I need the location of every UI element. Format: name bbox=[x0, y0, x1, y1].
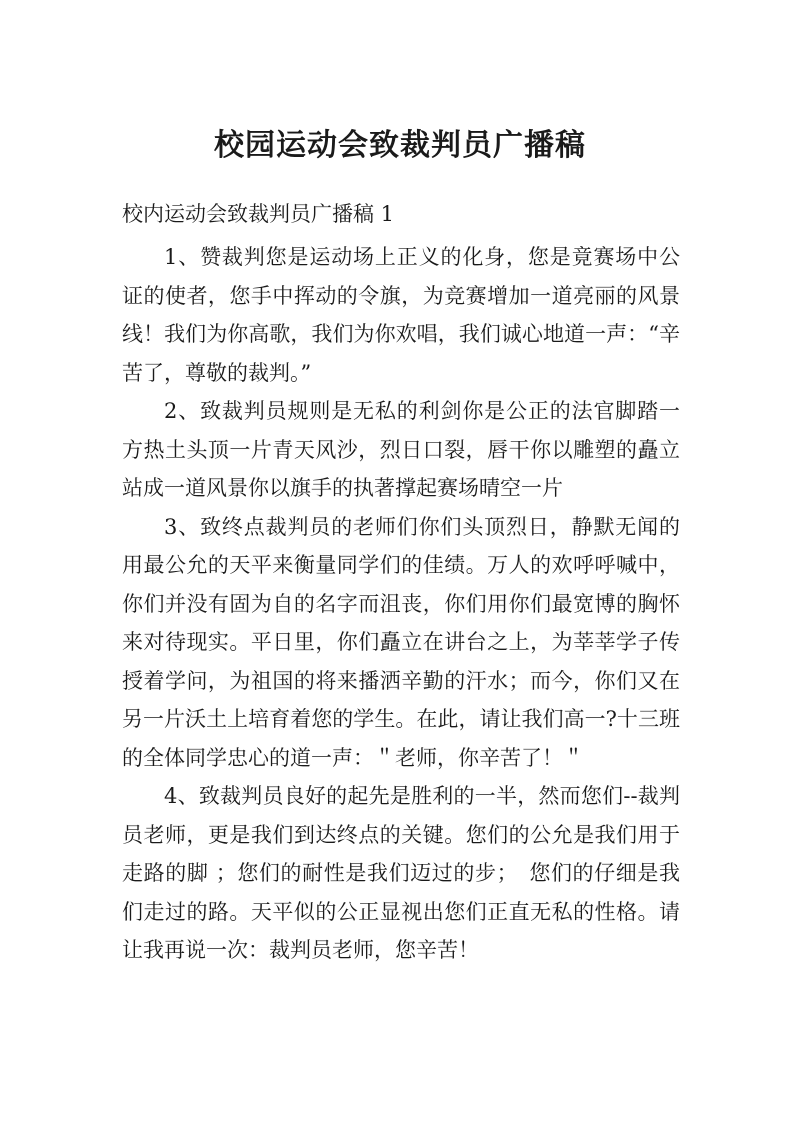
document-body bbox=[122, 238, 680, 970]
paragraph-3: 3、致终点裁判员的老师们你们头顶烈日，静默无闻的用最公允的天平来衡量同学们的佳绩。万人的欢呼呼喊中，你们并没有固为自的名字而沮丧，你们用你们最宽博的胸怀来对待现实。平日里，你们矗立在讲台之上，为莘莘学子传授着学问，为祖国的将来播洒辛勤的汗水；而今，你们又在另一片沃土上培育着您的学生。在此，请让我们高一?十三班的全体同学忠心的道一声：＂老师，你辛苦了！＂ bbox=[122, 514, 680, 770]
document-subtitle: 校内运动会致裁判员广播稿 1 bbox=[122, 202, 395, 226]
document-title: 校园运动会致裁判员广播稿 bbox=[214, 128, 586, 163]
paragraph-4: 4、致裁判员良好的起先是胜利的一半，然而您们--裁判员老师，更是我们到达终点的关键。您们的公允是我们用于走路的脚 ；您们的耐性是我们迈过的步； 您们的仔细是我们走过的路。天平似的公正显视出您们正直无私的性格。请让我再说一次：裁判员老师，您辛苦！ bbox=[122, 784, 680, 962]
paragraph-2: 2、致裁判员规则是无私的利剑你是公正的法官脚踏一方热土头顶一片青天风沙，烈日口裂，唇干你以雕塑的矗立站成一道风景你以旗手的执著撑起赛场晴空一片 bbox=[122, 399, 680, 500]
paragraph-1: 1、赞裁判您是运动场上正义的化身，您是竟赛场中公证的使者，您手中挥动的令旗，为竞赛增加一道亮丽的风景线！我们为你高歌，我们为你欢唱，我们诚心地道一声：“辛苦了，尊敬的裁判。” bbox=[122, 245, 680, 385]
